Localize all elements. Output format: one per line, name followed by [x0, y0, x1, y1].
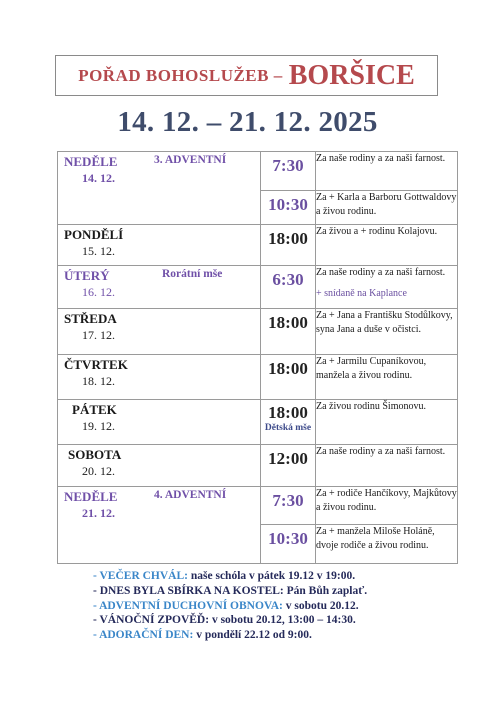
mass-time: 18:00	[268, 403, 308, 422]
announcement-item	[93, 584, 367, 599]
intention-cell: Za naše rodiny a za naši farnost.	[316, 152, 458, 191]
time-cell	[261, 309, 316, 355]
day-date: 19. 12.	[82, 419, 115, 433]
announcement-label: - ADORAČNÍ DEN:	[93, 629, 194, 642]
time-cell	[261, 225, 316, 266]
day-date: 16. 12.	[82, 285, 115, 299]
intention-cell: Za + Jana a Františku Stodůlkovy, syna Jana a duše v očistci.	[316, 309, 458, 355]
day-cell	[58, 487, 261, 564]
mass-subtitle: Dětská mše	[264, 423, 312, 433]
mass-time: 6:30	[272, 270, 304, 289]
day-date: 17. 12.	[82, 328, 115, 342]
table-row	[58, 266, 458, 309]
day-cell	[58, 400, 261, 445]
day-cell	[58, 152, 261, 225]
title-prefix: POŘAD BOHOSLUŽEB –	[78, 65, 283, 85]
day-cell	[58, 309, 261, 355]
table-row	[58, 225, 458, 266]
day-name: NEDĚLE	[64, 154, 118, 169]
day-cell	[58, 266, 261, 309]
day-date: 15. 12.	[82, 244, 115, 258]
intention-cell: Za živou a + rodinu Kolajovu.	[316, 225, 458, 266]
announcement-label: - VÁNOČNÍ ZPOVĚĎ:	[93, 614, 210, 627]
announcements	[93, 569, 367, 643]
announcement-item	[93, 569, 367, 584]
announcement-item	[93, 628, 367, 643]
intention-cell: Za + rodiče Hančíkovy, Majkůtovy a živou rodinu.	[316, 487, 458, 525]
day-name: PONDĚLÍ	[64, 227, 124, 242]
time-cell	[261, 445, 316, 487]
intention-cell: Za + Karla a Barboru Gottwaldovy a živou rodinu.	[316, 191, 458, 225]
day-name: ÚTERÝ	[64, 268, 110, 283]
day-cell	[58, 225, 261, 266]
time-cell	[261, 525, 316, 564]
title-box	[55, 55, 438, 96]
day-cell	[58, 445, 261, 487]
schedule-table	[57, 151, 458, 564]
day-note: Rorátní mše	[162, 268, 223, 280]
day-date: 20. 12.	[82, 464, 115, 478]
announcement-text: v sobotu 20.12.	[282, 599, 359, 612]
mass-time: 10:30	[268, 195, 308, 214]
day-date: 21. 12.	[82, 506, 115, 520]
intention-text: Za naše rodiny a za naši farnost.	[316, 267, 446, 278]
time-cell	[261, 266, 316, 309]
announcement-item	[93, 599, 367, 614]
announcement-label: - ADVENTNÍ DUCHOVNÍ OBNOVA:	[93, 599, 283, 612]
title-place: BORŠICE	[288, 59, 415, 91]
mass-time: 18:00	[268, 313, 308, 332]
announcement-label: - DNES BYLA SBÍRKA NA KOSTEL:	[93, 584, 284, 597]
time-cell	[261, 355, 316, 400]
time-cell	[261, 487, 316, 525]
day-note: 3. ADVENTNÍ	[154, 154, 227, 166]
intention-cell: Za + Jarmilu Cupaníkovou, manžela a živou rodinu.	[316, 355, 458, 400]
day-name: SOBOTA	[68, 447, 122, 462]
announcement-text: Pán Bůh zaplať.	[283, 584, 368, 597]
table-row	[58, 445, 458, 487]
intention-extra: + snídaně na Kaplance	[316, 288, 407, 299]
date-range: 14. 12. – 21. 12. 2025	[117, 106, 378, 138]
table-row	[58, 487, 458, 525]
table-row	[58, 309, 458, 355]
day-date: 18. 12.	[82, 374, 115, 388]
announcement-text: v pondělí 22.12 od 9:00.	[193, 629, 312, 642]
intention-cell: Za živou rodinu Šimonovu.	[316, 400, 458, 445]
time-cell	[261, 191, 316, 225]
table-row	[58, 400, 458, 445]
time-cell	[261, 400, 316, 445]
intention-cell: Za naše rodiny a za naši farnost.	[316, 445, 458, 487]
mass-time: 18:00	[268, 359, 308, 378]
mass-time: 10:30	[268, 529, 308, 548]
announcement-text: naše schóla v pátek 19.12 v 19:00.	[188, 570, 356, 582]
mass-time: 12:00	[268, 449, 308, 468]
mass-time: 7:30	[272, 491, 304, 510]
day-cell	[58, 355, 261, 400]
table-row	[58, 355, 458, 400]
mass-time: 7:30	[272, 156, 304, 175]
announcement-item	[93, 613, 367, 628]
mass-time: 18:00	[268, 229, 308, 248]
intention-cell	[316, 266, 458, 309]
day-name: STŘEDA	[64, 311, 117, 326]
announcement-label: - VEČER CHVÁL:	[93, 570, 188, 582]
day-note: 4. ADVENTNÍ	[154, 489, 227, 501]
time-cell	[261, 152, 316, 191]
day-name: PÁTEK	[72, 402, 117, 417]
day-name: NEDĚLE	[64, 489, 118, 504]
day-name: ČTVRTEK	[64, 357, 128, 372]
table-row	[58, 152, 458, 191]
intention-cell: Za + manžela Miloše Holáně, dvoje rodiče a živou rodinu.	[316, 525, 458, 564]
day-date: 14. 12.	[82, 171, 115, 185]
announcement-text: v sobotu 20.12, 13:00 – 14:30.	[209, 614, 356, 627]
